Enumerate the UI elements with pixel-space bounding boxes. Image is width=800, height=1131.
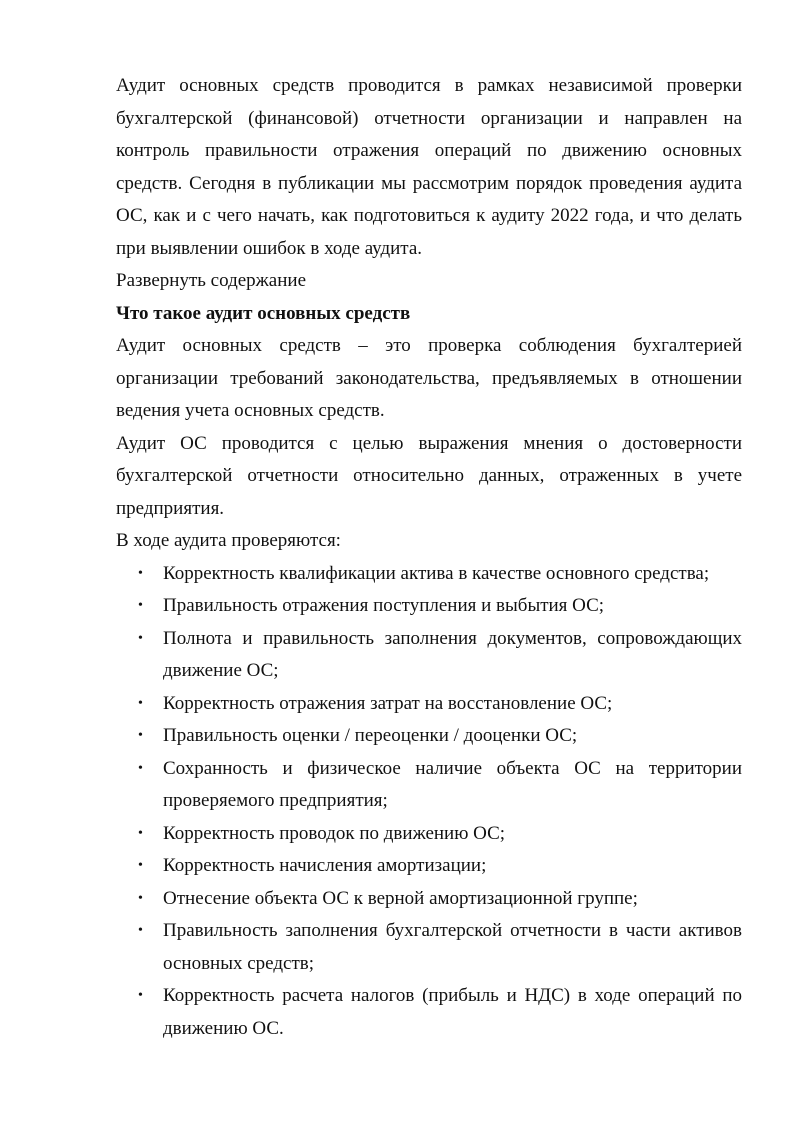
definition-paragraph: Аудит основных средств – это проверка соблюдения бухгалтерией организации требований законодательства, предъявляемых в отношении ведения учета основных средств. <box>116 335 742 421</box>
list-item-text: Правильность заполнения бухгалтерской отчетности в части активов основных средств; <box>163 920 742 974</box>
list-item <box>116 915 742 980</box>
list-item <box>116 753 742 818</box>
bullet-icon: • <box>138 695 143 711</box>
document-page <box>116 70 742 1045</box>
list-item-text: Корректность отражения затрат на восстановление ОС; <box>163 692 613 714</box>
bullet-icon: • <box>138 988 143 1003</box>
list-item <box>116 623 742 688</box>
list-item-text: Правильность отражения поступления и выбытия ОС; <box>163 595 605 616</box>
list-item <box>116 850 742 883</box>
bullet-icon: • <box>138 598 143 613</box>
intro-paragraph: Аудит основных средств проводится в рамках независимой проверки бухгалтерской (финансовой) отчетности организации и направлен на контроль правильности отражения операций по движению основных средств. Сегодня в публикации мы рассмотрим порядок проведения аудита ОС, как и с чего начать, как подготовиться к аудиту 2022 года, и что делать при выявлении ошибок в ходе аудита. <box>116 75 742 259</box>
checklist <box>116 558 742 1046</box>
list-item-text: Корректность проводок по движению ОС; <box>163 822 506 844</box>
list-item <box>116 720 742 753</box>
bullet-icon: • <box>138 565 143 581</box>
list-item-text: Правильность оценки / переоценки / дооценки ОС; <box>163 725 578 746</box>
list-item-text: Отнесение объекта ОС к верной амортизационной группе; <box>163 887 638 909</box>
bullet-icon: • <box>138 630 143 646</box>
section-heading: Что такое аудит основных средств <box>116 302 411 324</box>
bullet-icon: • <box>138 760 143 776</box>
list-item <box>116 590 742 623</box>
purpose-paragraph: Аудит ОС проводится с целью выражения мнения о достоверности бухгалтерской отчетности относительно данных, отраженных в учете предприятия. <box>116 432 742 519</box>
bullet-icon: • <box>138 858 143 873</box>
list-item <box>116 818 742 851</box>
list-item <box>116 558 742 591</box>
expand-contents-link[interactable]: Развернуть содержание <box>116 270 306 291</box>
bullet-icon: • <box>138 890 143 906</box>
list-item <box>116 688 742 721</box>
list-item-text: Сохранность и физическое наличие объекта ОС на территории проверяемого предприятия; <box>163 757 742 811</box>
list-item-text: Корректность начисления амортизации; <box>163 855 487 876</box>
list-item-text: Корректность квалификации актива в качестве основного средства; <box>163 562 710 584</box>
bullet-icon: • <box>138 825 143 841</box>
list-item-text: Корректность расчета налогов (прибыль и НДС) в ходе операций по движению ОС. <box>163 985 742 1039</box>
bullet-icon: • <box>138 728 143 743</box>
list-item <box>116 883 742 916</box>
list-item-text: Полнота и правильность заполнения документов, сопровождающих движение ОС; <box>163 627 742 681</box>
bullet-icon: • <box>138 923 143 938</box>
list-item <box>116 980 742 1045</box>
checklist-intro: В ходе аудита проверяются: <box>116 530 341 551</box>
